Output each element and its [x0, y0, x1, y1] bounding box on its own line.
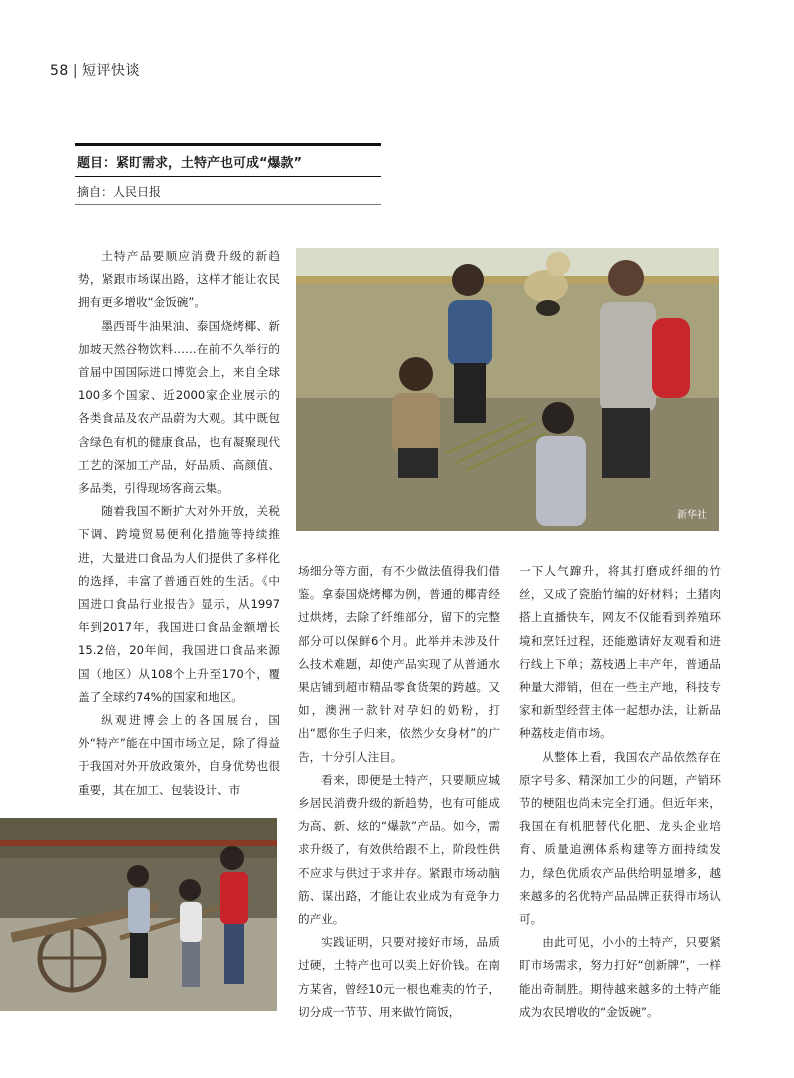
- paragraph: 由此可见，小小的土特产，只要紧盯市场需求，努力打好“创新牌”，一样能出奇制胜。期待越来越多的土特产能成为农民增收的“金饭碗”。: [519, 935, 721, 1019]
- paragraph: 从整体上看，我国农产品依然存在原字号多、精深加工少的问题，产销环节的梗阻也尚未完全打通。但近年来，我国在有机肥替代化肥、龙头企业培育、质量追溯体系构建等方面持续发力，绿色优质农产品供给明显增多，越来越多的名优特产品品牌正获得市场认可。: [519, 749, 721, 927]
- paragraph: 随着我国不断扩大对外开放，关税下调、跨境贸易便利化措施等持续推进，大量进口食品为人们提供了多样化的选择，丰富了普通百姓的生活。《中国进口食品行业报告》显示，从1997年到2017年，我国进口食品金额增长15.2倍，20年间，我国进口食品来源国（地区）从108个上升至170个，覆盖了全球约74%的国家和地区。: [78, 504, 280, 704]
- paragraph: 看来，即便是土特产，只要顺应城乡居民消费升级的新趋势，也有可能成为高、新、炫的“爆款”产品。如今，需求升级了，有效供给跟不上，阶段性供不应求与供过于求并存。紧跟市场动脑筋、谋出路，才能让农业成为有竞争力的产业。: [298, 772, 500, 927]
- photo-boys-with-cart-illustration: [0, 818, 277, 1011]
- paragraph: 土特产品要顺应消费升级的新趋势，紧跟市场谋出路，这样才能让农民拥有更多增收“金饭碗”。: [78, 249, 280, 310]
- text-column-1: [78, 245, 280, 802]
- text-column-2: [298, 560, 500, 1024]
- paragraph: 纵观进博会上的各国展台，国外“特产”能在中国市场立足，除了得益于我国对外开放政策外，自身优势也很重要，其在加工、包装设计、市: [78, 713, 280, 797]
- page-number: 58: [50, 63, 69, 79]
- photo-boys-with-cart: [0, 818, 277, 1011]
- header-separator: |: [72, 63, 79, 79]
- title-bottom-rule: [75, 204, 381, 205]
- page-header: [50, 60, 140, 80]
- paragraph: 实践证明，只要对接好市场，品质过硬，土特产也可以卖上好价钱。在南方某省，曾经10元一根也难卖的竹子，切分成一节节、用来做竹筒饭，: [298, 935, 500, 1019]
- paragraph: 一下人气蹿升，将其打磨成纤细的竹丝，又成了瓷胎竹编的好材料；土猪肉搭上直播快车，网友不仅能看到养殖环境和烹饪过程，还能邀请好友观看和进行线上下单；荔枝遇上丰产年，普通品种量大滞销，但在一些主产地，科技专家和新型经营主体一起想办法，让新品种荔枝走俏市场。: [519, 564, 721, 741]
- text-column-3: [519, 560, 721, 1024]
- article-source: 摘自：人民日报: [77, 185, 162, 199]
- photo-watermark: 新华社: [677, 510, 707, 521]
- article-title: 题目：紧盯需求，土特产也可成“爆款”: [77, 156, 303, 171]
- photo-children-weaving-illustration: [296, 248, 719, 531]
- paragraph: 墨西哥牛油果油、泰国烧烤椰、新加坡天然谷物饮料……在前不久举行的首届中国国际进口博览会上，来自全球100多个国家、近2000家企业展示的各类食品及农产品蔚为大观。其中既包含绿色有机的健康食品，也有凝聚现代工艺的深加工产品，好品质、高颜值、多品类，引得现场客商云集。: [78, 318, 280, 496]
- section-name: 短评快谈: [82, 63, 141, 79]
- article-title-block: [75, 143, 381, 205]
- photo-children-weaving: [296, 248, 719, 531]
- paragraph: 场细分等方面，有不少做法值得我们借鉴。拿泰国烧烤椰为例，普通的椰青经过烘烤，去除了纤维部分，留下的完整部分可以保鲜6个月。此举并未涉及什么技术难题，却使产品实现了从普通水果店铺到超市精品零食货架的跨越。又如，澳洲一款针对孕妇的奶粉，打出“愿你生子归来，依然少女身材”的广告，十分引人注目。: [298, 564, 500, 764]
